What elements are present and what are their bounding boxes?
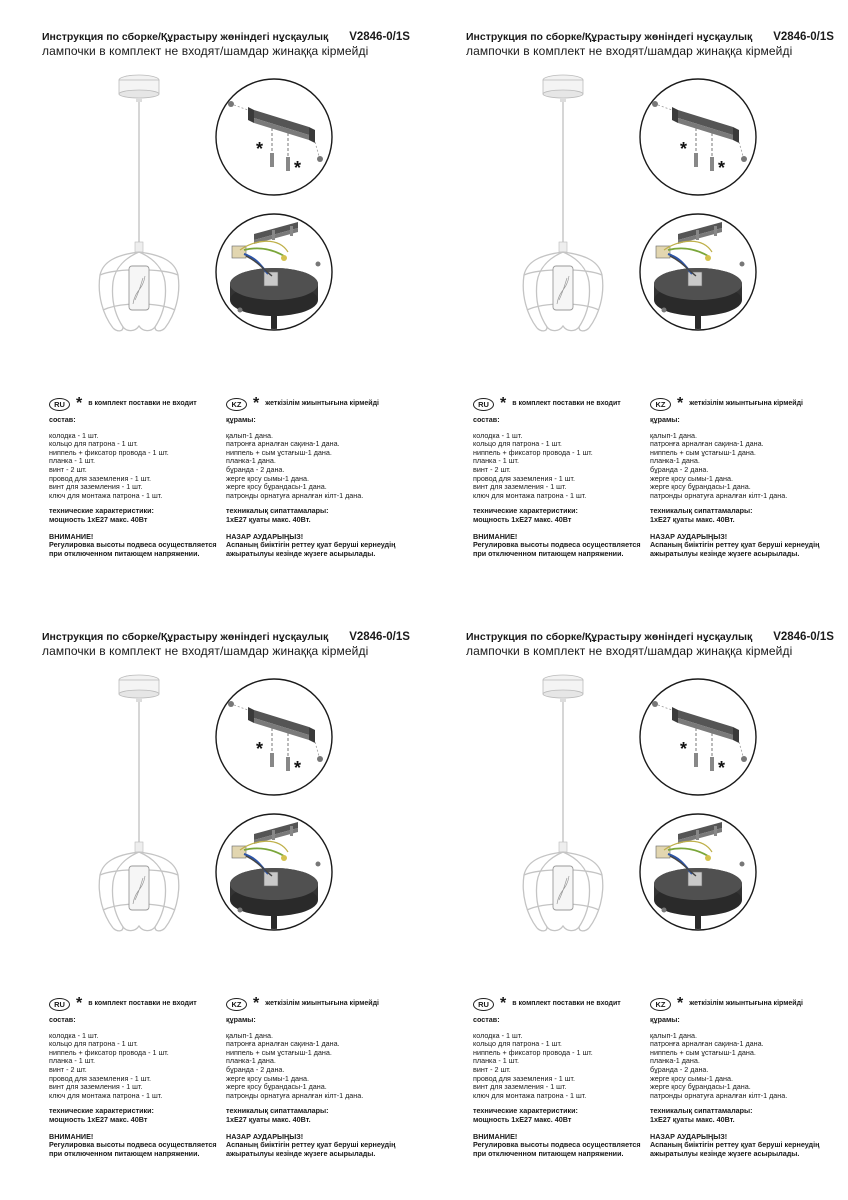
list-item: винт для заземления - 1 шт. xyxy=(49,1082,143,1092)
bulbs-note: лампочки в комплект не входят/шамдар жинаққа кірмейді xyxy=(466,644,793,658)
warning-label: ВНИМАНИЕ! xyxy=(49,531,94,541)
list-item: винт - 2 шт. xyxy=(49,464,87,474)
tech-label: техникалық сипаттамалары: xyxy=(226,506,329,516)
list-item: планка - 1 шт. xyxy=(473,456,519,466)
model-number: V2846-0/1S xyxy=(773,631,834,643)
list-item: планка-1 дана. xyxy=(650,456,700,466)
tech-label: техникалық сипаттамалары: xyxy=(226,1106,329,1116)
bulbs-note: лампочки в комплект не входят/шамдар жинаққа кірмейді xyxy=(466,44,793,58)
warning-label: НАЗАР АУДАРЫҢЫЗ! xyxy=(226,531,304,541)
list-item: ключ для монтажа патрона - 1 шт. xyxy=(473,1090,587,1100)
warning-text: Аспаның биіктігін реттеу қуат беруші кернеудің xyxy=(650,540,820,550)
list-item: патронға арналған сақина-1 дана. xyxy=(226,439,340,449)
list-item: патронға арналған сақина-1 дана. xyxy=(226,1039,340,1049)
composition-label: құрамы: xyxy=(226,1015,256,1024)
not-included-star-icon: * xyxy=(256,139,264,159)
title-text: Инструкция по сборке/Құрастыру жөніндегі нұсқаулық xyxy=(42,31,329,43)
list-item: бұранда - 2 дана. xyxy=(650,1064,709,1074)
list-item: винт - 2 шт. xyxy=(49,1064,87,1074)
list-item: кольцо для патрона - 1 шт. xyxy=(49,1039,138,1049)
list-item: жерге қосу сымы-1 дана. xyxy=(226,473,309,483)
parts-list xyxy=(650,1032,840,1101)
list-item: жерге қосу сымы-1 дана. xyxy=(650,473,733,483)
wiring-canopy-diagram xyxy=(638,812,758,932)
pendant-lamp-illustration xyxy=(95,670,205,940)
list-item: планка-1 дана. xyxy=(650,1056,700,1066)
title-text: Инструкция по сборке/Құрастыру жөніндегі нұсқаулық xyxy=(42,631,329,643)
not-included-star-icon: * xyxy=(680,139,688,159)
composition-label: состав: xyxy=(473,415,500,424)
composition-label: состав: xyxy=(473,1015,500,1024)
list-item: ниппель + сым ұстағыш-1 дана. xyxy=(226,1047,332,1057)
list-item: планка - 1 шт. xyxy=(49,1056,95,1066)
not-included-star-icon: * xyxy=(76,395,83,412)
warning-text: Аспаның биіктігін реттеу қуат беруші кернеудің xyxy=(226,540,396,550)
title-text: Инструкция по сборке/Құрастыру жөніндегі нұсқаулық xyxy=(466,631,753,643)
not-included-note: в комплект поставки не входит xyxy=(512,399,621,407)
warning-label: ВНИМАНИЕ! xyxy=(473,1131,518,1141)
instruction-panel xyxy=(0,600,424,1200)
not-included-star-icon: * xyxy=(500,395,507,412)
list-item: колодка - 1 шт. xyxy=(49,1030,99,1040)
tech-value: 1хЕ27 қуаты макс. 40Вт. xyxy=(226,514,311,524)
list-item: жерге қосу сымы-1 дана. xyxy=(226,1073,309,1083)
warning xyxy=(650,533,840,559)
ru-language-icon: RU xyxy=(49,998,70,1011)
pendant-lamp-illustration xyxy=(519,670,629,940)
list-item: қалып-1 дана. xyxy=(650,1030,697,1040)
not-included-note: жеткізілім жиынтығына кірмейді xyxy=(265,999,379,1007)
list-item: бұранда - 2 дана. xyxy=(226,464,285,474)
list-item: колодка - 1 шт. xyxy=(49,430,99,440)
instruction-panel xyxy=(424,0,848,600)
tech-specs xyxy=(226,1107,416,1124)
list-item: ниппель + сым ұстағыш-1 дана. xyxy=(650,1047,756,1057)
not-included-star-icon: * xyxy=(253,395,260,412)
pendant-lamp-illustration xyxy=(95,70,205,340)
list-item: ниппель + сым ұстағыш-1 дана. xyxy=(650,447,756,457)
list-item: провод для заземления - 1 шт. xyxy=(49,1073,152,1083)
warning-label: НАЗАР АУДАРЫҢЫЗ! xyxy=(226,1131,304,1141)
list-item: патронға арналған сақина-1 дана. xyxy=(650,439,764,449)
warning-text: Аспаның биіктігін реттеу қуат беруші кернеудің xyxy=(226,1140,396,1150)
list-item: жерге қосу сымы-1 дана. xyxy=(650,1073,733,1083)
tech-value: 1хЕ27 қуаты макс. 40Вт. xyxy=(650,1114,735,1124)
warning-label: НАЗАР АУДАРЫҢЫЗ! xyxy=(650,531,728,541)
list-item: планка-1 дана. xyxy=(226,456,276,466)
warning-text: ажыратылуы кезінде жүзеге асырылады. xyxy=(226,548,376,558)
list-item: қалып-1 дана. xyxy=(226,430,273,440)
list-item: ниппель + фиксатор провода - 1 шт. xyxy=(473,1047,593,1057)
warning xyxy=(650,1133,840,1159)
warning-label: НАЗАР АУДАРЫҢЫЗ! xyxy=(650,1131,728,1141)
not-included-star-icon: * xyxy=(718,758,726,778)
warning-text: ажыратылуы кезінде жүзеге асырылады. xyxy=(226,1148,376,1158)
kazakh-section xyxy=(226,396,416,558)
tech-label: технические характеристики: xyxy=(49,1106,154,1116)
tech-value: 1хЕ27 қуаты макс. 40Вт. xyxy=(226,1114,311,1124)
kz-language-icon: KZ xyxy=(226,998,247,1011)
warning-text: при отключенном питающем напряжении. xyxy=(49,548,200,558)
list-item: винт для заземления - 1 шт. xyxy=(49,482,143,492)
bulbs-note: лампочки в комплект не входят/шамдар жинаққа кірмейді xyxy=(42,44,369,58)
parts-list xyxy=(650,432,840,501)
composition-label: состав: xyxy=(49,415,76,424)
list-item: провод для заземления - 1 шт. xyxy=(473,1073,576,1083)
tech-specs xyxy=(650,507,840,524)
title-text: Инструкция по сборке/Құрастыру жөніндегі нұсқаулық xyxy=(466,31,753,43)
warning xyxy=(49,533,239,559)
not-included-note: в комплект поставки не входит xyxy=(88,399,197,407)
list-item: планка - 1 шт. xyxy=(49,456,95,466)
mounting-bracket-diagram xyxy=(214,77,334,197)
russian-section xyxy=(473,396,663,558)
not-included-star-icon: * xyxy=(677,395,684,412)
tech-specs xyxy=(473,507,663,524)
tech-label: технические характеристики: xyxy=(473,1106,578,1116)
list-item: провод для заземления - 1 шт. xyxy=(49,473,152,483)
list-item: патронды орнатуға арналған кілт-1 дана. xyxy=(650,490,788,500)
tech-value: мощность 1хЕ27 макс. 40Вт xyxy=(49,1114,148,1124)
warning xyxy=(226,533,416,559)
instruction-title xyxy=(466,31,834,43)
list-item: жерге қосу бұрандасы-1 дана. xyxy=(650,482,751,492)
mounting-bracket-diagram xyxy=(214,677,334,797)
pendant-lamp-illustration xyxy=(519,70,629,340)
warning xyxy=(49,1133,239,1159)
list-item: ниппель + фиксатор провода - 1 шт. xyxy=(49,447,169,457)
list-item: винт для заземления - 1 шт. xyxy=(473,482,567,492)
composition-label: құрамы: xyxy=(650,1015,680,1024)
list-item: жерге қосу бұрандасы-1 дана. xyxy=(226,1082,327,1092)
list-item: колодка - 1 шт. xyxy=(473,1030,523,1040)
not-included-star-icon: * xyxy=(76,995,83,1012)
parts-list xyxy=(473,1032,663,1101)
tech-specs xyxy=(650,1107,840,1124)
russian-section xyxy=(49,996,239,1158)
mounting-bracket-diagram xyxy=(638,77,758,197)
list-item: ниппель + сым ұстағыш-1 дана. xyxy=(226,447,332,457)
list-item: планка - 1 шт. xyxy=(473,1056,519,1066)
instruction-panel xyxy=(0,0,424,600)
warning-text: Регулировка высоты подвеса осуществляется xyxy=(473,540,641,550)
list-item: кольцо для патрона - 1 шт. xyxy=(473,1039,562,1049)
list-item: винт для заземления - 1 шт. xyxy=(473,1082,567,1092)
parts-list xyxy=(226,432,416,501)
tech-label: техникалық сипаттамалары: xyxy=(650,506,753,516)
list-item: винт - 2 шт. xyxy=(473,464,511,474)
parts-list xyxy=(473,432,663,501)
tech-value: мощность 1хЕ27 макс. 40Вт xyxy=(473,1114,572,1124)
composition-label: құрамы: xyxy=(226,415,256,424)
not-included-note: жеткізілім жиынтығына кірмейді xyxy=(689,399,803,407)
list-item: винт - 2 шт. xyxy=(473,1064,511,1074)
warning xyxy=(473,533,663,559)
tech-label: технические характеристики: xyxy=(473,506,578,516)
list-item: кольцо для патрона - 1 шт. xyxy=(473,439,562,449)
kazakh-section xyxy=(650,396,840,558)
ru-language-icon: RU xyxy=(473,998,494,1011)
kazakh-section xyxy=(226,996,416,1158)
warning-text: при отключенном питающем напряжении. xyxy=(473,1148,624,1158)
model-number: V2846-0/1S xyxy=(349,31,410,43)
not-included-star-icon: * xyxy=(500,995,507,1012)
list-item: ключ для монтажа патрона - 1 шт. xyxy=(49,1090,163,1100)
mounting-bracket-diagram xyxy=(638,677,758,797)
instruction-panel xyxy=(424,600,848,1200)
list-item: планка-1 дана. xyxy=(226,1056,276,1066)
parts-list xyxy=(49,432,239,501)
ru-language-icon: RU xyxy=(473,398,494,411)
tech-value: мощность 1хЕ27 макс. 40Вт xyxy=(49,514,148,524)
not-included-note: жеткізілім жиынтығына кірмейді xyxy=(689,999,803,1007)
composition-label: құрамы: xyxy=(650,415,680,424)
list-item: колодка - 1 шт. xyxy=(473,430,523,440)
list-item: жерге қосу бұрандасы-1 дана. xyxy=(226,482,327,492)
instruction-title xyxy=(42,31,410,43)
not-included-star-icon: * xyxy=(294,758,302,778)
tech-label: технические характеристики: xyxy=(49,506,154,516)
list-item: провод для заземления - 1 шт. xyxy=(473,473,576,483)
list-item: жерге қосу бұрандасы-1 дана. xyxy=(650,1082,751,1092)
warning-text: при отключенном питающем напряжении. xyxy=(49,1148,200,1158)
list-item: патронға арналған сақина-1 дана. xyxy=(650,1039,764,1049)
warning-text: Регулировка высоты подвеса осуществляется xyxy=(473,1140,641,1150)
wiring-canopy-diagram xyxy=(638,212,758,332)
not-included-star-icon: * xyxy=(677,995,684,1012)
russian-section xyxy=(49,396,239,558)
bulbs-note: лампочки в комплект не входят/шамдар жинаққа кірмейді xyxy=(42,644,369,658)
instruction-title xyxy=(466,631,834,643)
wiring-canopy-diagram xyxy=(214,212,334,332)
list-item: қалып-1 дана. xyxy=(650,430,697,440)
tech-specs xyxy=(473,1107,663,1124)
list-item: патронды орнатуға арналған кілт-1 дана. xyxy=(226,490,364,500)
instruction-title xyxy=(42,631,410,643)
tech-specs xyxy=(49,1107,239,1124)
warning-text: ажыратылуы кезінде жүзеге асырылады. xyxy=(650,548,800,558)
warning-text: Регулировка высоты подвеса осуществляется xyxy=(49,1140,217,1150)
warning-label: ВНИМАНИЕ! xyxy=(49,1131,94,1141)
russian-section xyxy=(473,996,663,1158)
tech-specs xyxy=(49,507,239,524)
parts-list xyxy=(49,1032,239,1101)
model-number: V2846-0/1S xyxy=(773,31,834,43)
warning-text: при отключенном питающем напряжении. xyxy=(473,548,624,558)
tech-label: техникалық сипаттамалары: xyxy=(650,1106,753,1116)
warning-text: Аспаның биіктігін реттеу қуат беруші кернеудің xyxy=(650,1140,820,1150)
kz-language-icon: KZ xyxy=(650,998,671,1011)
list-item: кольцо для патрона - 1 шт. xyxy=(49,439,138,449)
not-included-star-icon: * xyxy=(718,158,726,178)
parts-list xyxy=(226,1032,416,1101)
not-included-star-icon: * xyxy=(294,158,302,178)
ru-language-icon: RU xyxy=(49,398,70,411)
not-included-note: в комплект поставки не входит xyxy=(88,999,197,1007)
list-item: ниппель + фиксатор провода - 1 шт. xyxy=(473,447,593,457)
not-included-note: жеткізілім жиынтығына кірмейді xyxy=(265,399,379,407)
list-item: ключ для монтажа патрона - 1 шт. xyxy=(49,490,163,500)
not-included-star-icon: * xyxy=(253,995,260,1012)
list-item: ключ для монтажа патрона - 1 шт. xyxy=(473,490,587,500)
list-item: бұранда - 2 дана. xyxy=(226,1064,285,1074)
not-included-note: в комплект поставки не входит xyxy=(512,999,621,1007)
not-included-star-icon: * xyxy=(680,739,688,759)
warning xyxy=(226,1133,416,1159)
list-item: патронды орнатуға арналған кілт-1 дана. xyxy=(650,1090,788,1100)
warning-text: Регулировка высоты подвеса осуществляется xyxy=(49,540,217,550)
warning xyxy=(473,1133,663,1159)
kz-language-icon: KZ xyxy=(650,398,671,411)
list-item: бұранда - 2 дана. xyxy=(650,464,709,474)
tech-value: 1хЕ27 қуаты макс. 40Вт. xyxy=(650,514,735,524)
model-number: V2846-0/1S xyxy=(349,631,410,643)
warning-text: ажыратылуы кезінде жүзеге асырылады. xyxy=(650,1148,800,1158)
list-item: патронды орнатуға арналған кілт-1 дана. xyxy=(226,1090,364,1100)
tech-value: мощность 1хЕ27 макс. 40Вт xyxy=(473,514,572,524)
warning-label: ВНИМАНИЕ! xyxy=(473,531,518,541)
wiring-canopy-diagram xyxy=(214,812,334,932)
not-included-star-icon: * xyxy=(256,739,264,759)
kazakh-section xyxy=(650,996,840,1158)
kz-language-icon: KZ xyxy=(226,398,247,411)
tech-specs xyxy=(226,507,416,524)
composition-label: состав: xyxy=(49,1015,76,1024)
list-item: қалып-1 дана. xyxy=(226,1030,273,1040)
list-item: ниппель + фиксатор провода - 1 шт. xyxy=(49,1047,169,1057)
